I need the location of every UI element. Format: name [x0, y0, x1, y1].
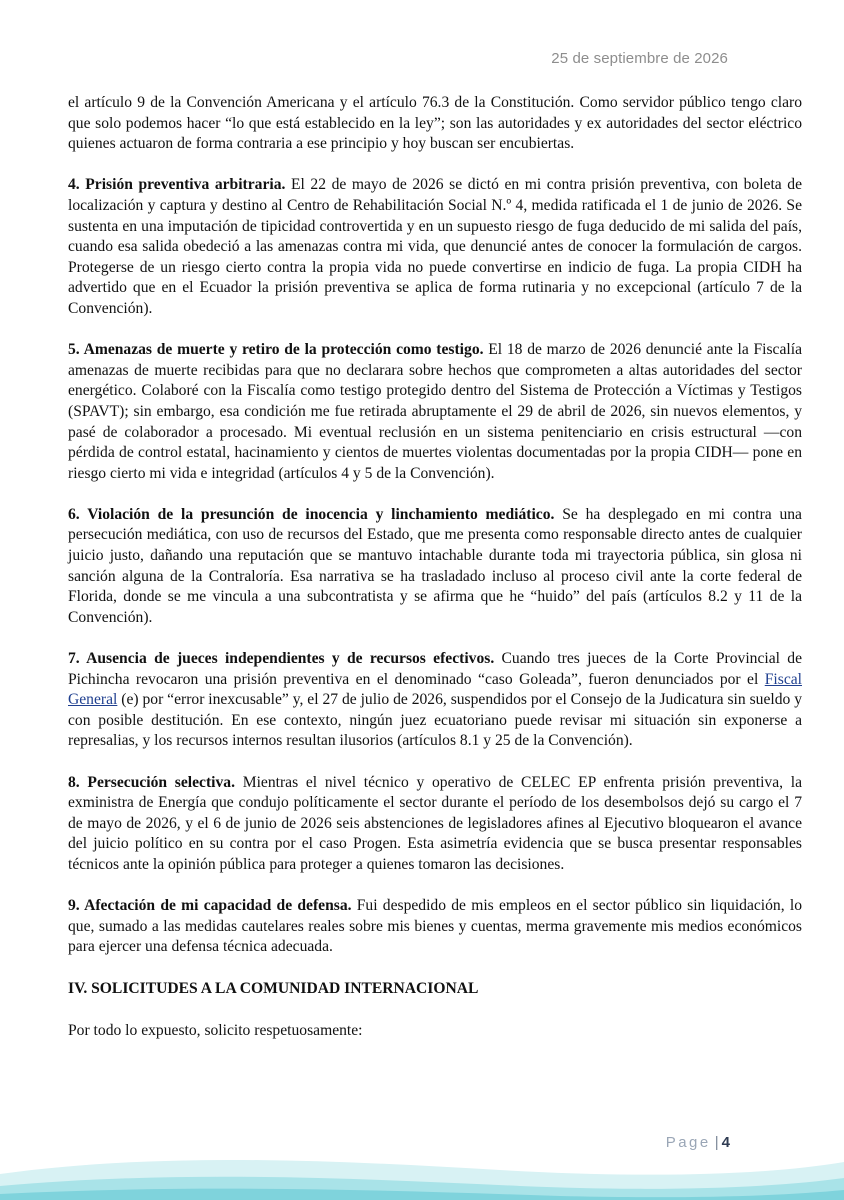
section-title: 9. Afectación de mi capacidad de defensa. — [68, 897, 352, 915]
section-title: 7. Ausencia de jueces independientes y de recursos efectivos. — [68, 650, 495, 668]
section-title: 5. Amenazas de muerte y retiro de la protección como testigo. — [68, 341, 484, 359]
page-date: 25 de septiembre de 2026 — [551, 50, 728, 67]
document-body — [68, 93, 802, 1062]
section-title: 6. Violación de la presunción de inocencia y linchamiento mediático. — [68, 505, 555, 523]
section-title: 8. Persecución selectiva. — [68, 773, 235, 791]
page-separator: | — [714, 1134, 719, 1151]
fiscal-general-link[interactable]: Fiscal General — [68, 670, 802, 709]
paragraph-section-6 — [68, 505, 802, 629]
section-text: Fui despedido de mis empleos en el sector público sin liquidación, lo que, sumado a las medidas cautelares reales sobre mis bienes y cuentas, merma gravemente mis medios económicos para ejercer una defensa técnica adecuada. — [68, 897, 802, 956]
paragraph-section-8 — [68, 773, 802, 876]
paragraph-section-9 — [68, 896, 802, 958]
section-heading-iv: IV. SOLICITUDES A LA COMUNIDAD INTERNACIONAL — [68, 979, 479, 997]
section-text: Se ha desplegado en mi contra una persecución mediática, con uso de recursos del Estado, que me presenta como responsable directo antes de cualquier juicio justo, dañando una reputación que se mantuvo intachable durante toda mi trayectoria pública, sin glosa ni sanción alguna de la Contraloría. Esa narrativa se ha trasladado incluso al proceso civil ante la corte federal de Florida, donde se me vincula a una subcontratista y se afirma que he “huido” del país (artículos 8.2 y 11 de la Convención). — [68, 505, 802, 626]
closing-line: Por todo lo expuesto, solicito respetuosamente: — [68, 1022, 363, 1040]
section-title: 4. Prisión preventiva arbitraria. — [68, 176, 286, 194]
section-text: (e) por “error inexcusable” y, el 27 de julio de 2026, suspendidos por el Consejo de la Judicatura sin sueldo y con posible destitución. En ese contexto, ningún juez ecuatoriano puede revisar mi situación sin exponerse a represalias, y los recursos internos resultan ilusorios (artículos 8.1 y 25 de la Convención). — [68, 691, 802, 750]
paragraph-intro — [68, 93, 802, 155]
section-text: Cuando tres jueces de la Corte Provincial de Pichincha revocaron una prisión preventiva en el denominado “caso Goleada”, fueron denunciados por el — [68, 650, 802, 688]
page-number: 4 — [721, 1134, 730, 1151]
paragraph-text: el artículo 9 de la Convención Americana y el artículo 76.3 de la Constitución. Como servidor público tengo claro que solo podemos hacer “lo que está establecido en la ley”; son las autoridades y ex autoridades del sector eléctrico quienes actuaron de forma contraria a ese principio y hoy buscan ser encubiertas. — [68, 94, 802, 153]
section-text: El 18 de marzo de 2026 denuncié ante la Fiscalía amenazas de muerte recibidas para que no declarara sobre hechos que comprometen a altas autoridades del sector energético. Colaboré con la Fiscalía como testigo protegido dentro del Sistema de Protección a Víctimas y Testigos (SPAVT); sin embargo, esa condición me fue retirada abruptamente el 29 de abril de 2026, sin nuevos elementos, y pasé de colaborador a procesado. Mi eventual reclusión en un sistema penitenciario en crisis estructural —con pérdida de control estatal, hacinamiento y cientos de muertes violentas documentadas por la propia CIDH— pone en riesgo cierto mi vida e integridad (artículos 4 y 5 de la Convención). — [68, 341, 802, 482]
paragraph-section-5 — [68, 340, 802, 484]
paragraph-section-4 — [68, 175, 802, 319]
page-label: Page — [665, 1134, 711, 1151]
section-text: Mientras el nivel técnico y operativo de CELEC EP enfrenta prisión preventiva, la exministra de Energía que condujo políticamente el sector durante el período de los desembolsos dejó su cargo el 7 de mayo de 2026, y el 6 de junio de 2026 seis abstenciones de legisladores afines al Ejecutivo bloquearon el avance del juicio político en su contra por el caso Progen. Esta asimetría evidencia que se busca presentar responsables técnicos ante la opinión pública para proteger a quienes tomaron las decisiones. — [68, 773, 802, 873]
page-footer — [666, 1134, 730, 1151]
section-text: El 22 de mayo de 2026 se dictó en mi contra prisión preventiva, con boleta de localización y captura y destino al Centro de Rehabilitación Social N.º 4, medida ratificada el 1 de junio de 2026. Se sustenta en una imputación de tipicidad controvertida y en un supuesto riesgo de fuga deducido de mi salida del país, cuando esa salida obedeció a las amenazas contra mi vida, que denuncié antes de conocer la formulación de cargos. Protegerse de un riesgo cierto contra la propia vida no puede convertirse en indicio de fuga. La propia CIDH ha advertido que en el Ecuador la prisión preventiva se aplica de forma rutinaria y no excepcional (artículo 7 de la Convención). — [68, 176, 802, 317]
paragraph-section-7 — [68, 649, 802, 752]
